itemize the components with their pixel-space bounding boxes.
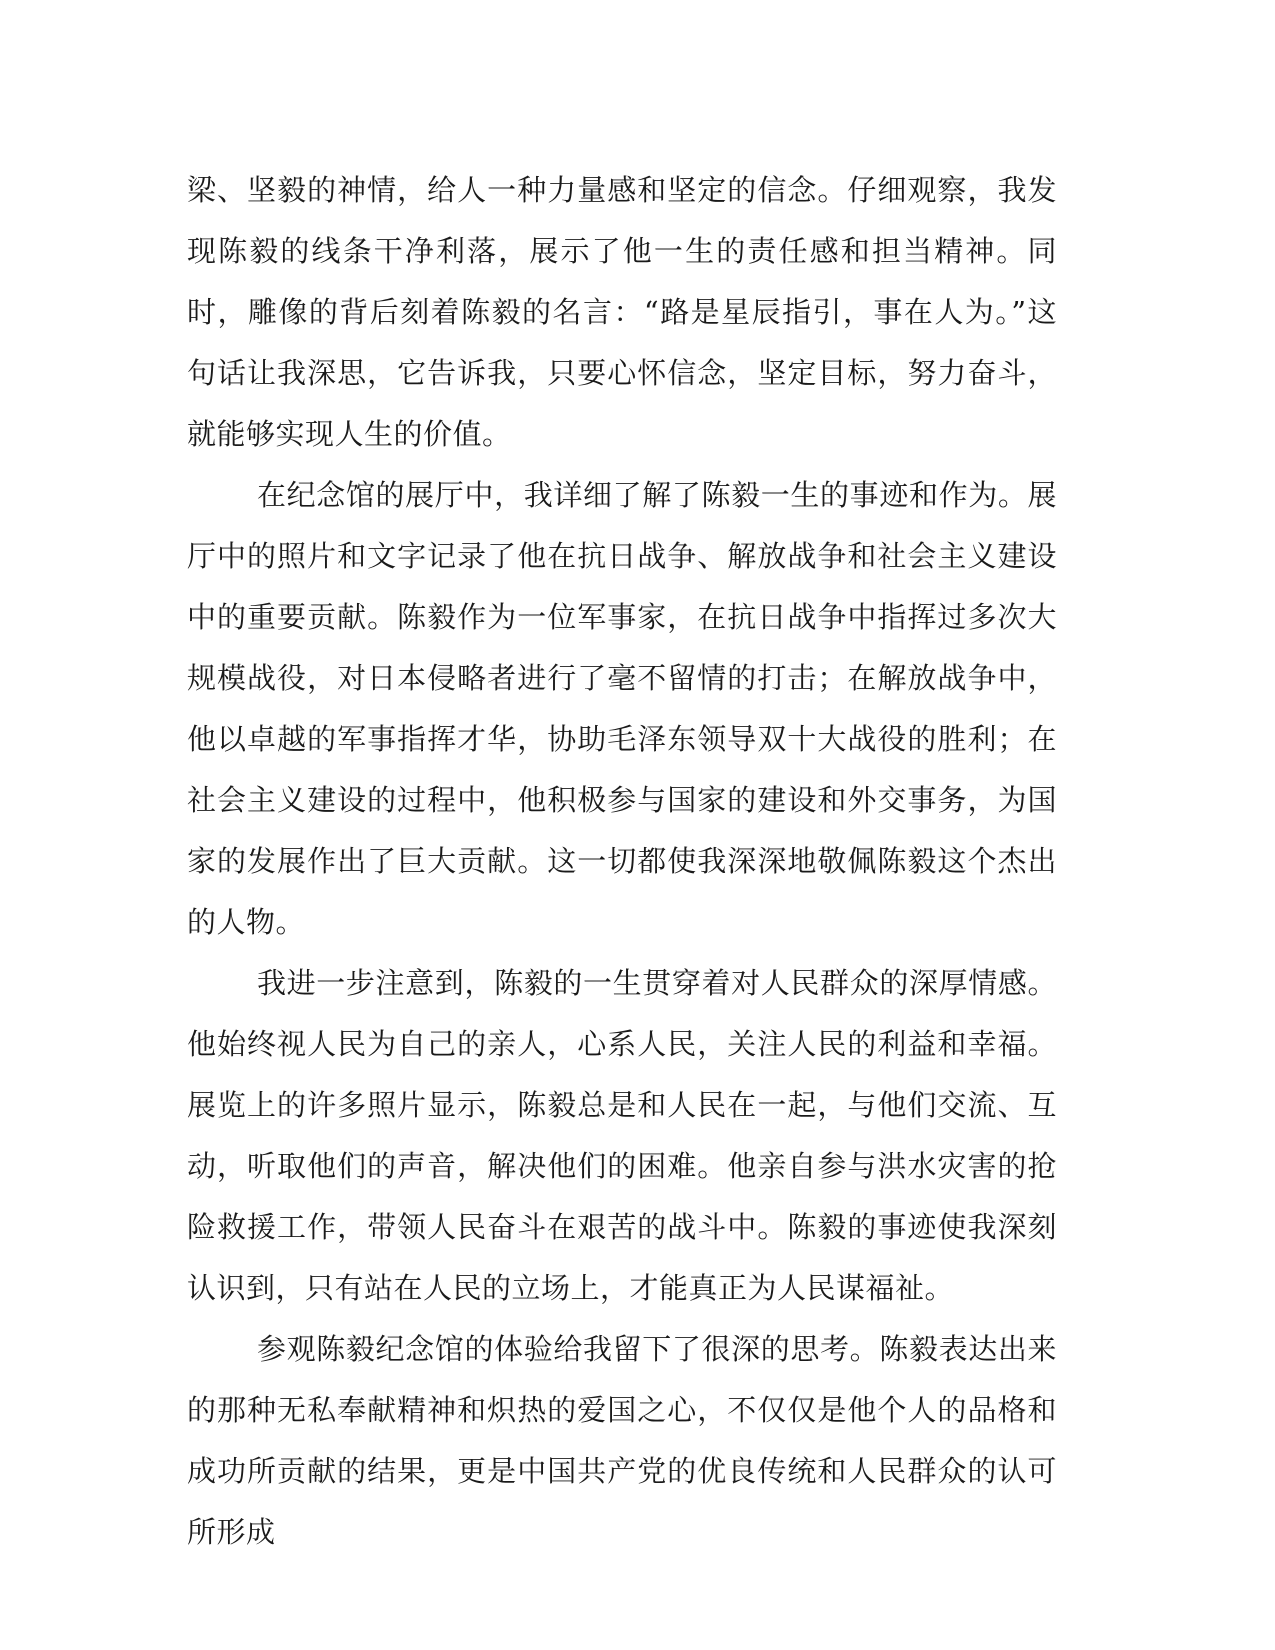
paragraph-4: 参观陈毅纪念馆的体验给我留下了很深的思考。陈毅表达出来的那种无私奉献精神和炽热的爱国之心，不仅仅是他个人的品格和成功所贡献的结果，更是中国共产党的优良传统和人民群众的认可所形成 [187,1332,1057,1549]
body-text [187,160,1057,1563]
paragraph-2: 在纪念馆的展厅中，我详细了解了陈毅一生的事迹和作为。展厅中的照片和文字记录了他在抗日战争、解放战争和社会主义建设中的重要贡献。陈毅作为一位军事家，在抗日战争中指挥过多次大规模战役，对日本侵略者进行了毫不留情的打击；在解放战争中，他以卓越的军事指挥才华，协助毛泽东领导双十大战役的胜利；在社会主义建设的过程中，他积极参与国家的建设和外交事务，为国家的发展作出了巨大贡献。这一切都使我深深地敬佩陈毅这个杰出的人物。 [187,478,1057,939]
paragraph-3: 我进一步注意到，陈毅的一生贯穿着对人民群众的深厚情感。他始终视人民为自己的亲人，心系人民，关注人民的利益和幸福。展览上的许多照片显示，陈毅总是和人民在一起，与他们交流、互动，听取他们的声音，解决他们的困难。他亲自参与洪水灾害的抢险救援工作，带领人民奋斗在艰苦的战斗中。陈毅的事迹使我深刻认识到，只有站在人民的立场上，才能真正为人民谋福祉。 [187,966,1057,1305]
paragraph-1: 梁、坚毅的神情，给人一种力量感和坚定的信念。仔细观察，我发现陈毅的线条干净利落，展示了他一生的责任感和担当精神。同时，雕像的背后刻着陈毅的名言：“路是星辰指引，事在人为。”这句话让我深思，它告诉我，只要心怀信念，坚定目标，努力奋斗，就能够实现人生的价值。 [187,173,1057,451]
